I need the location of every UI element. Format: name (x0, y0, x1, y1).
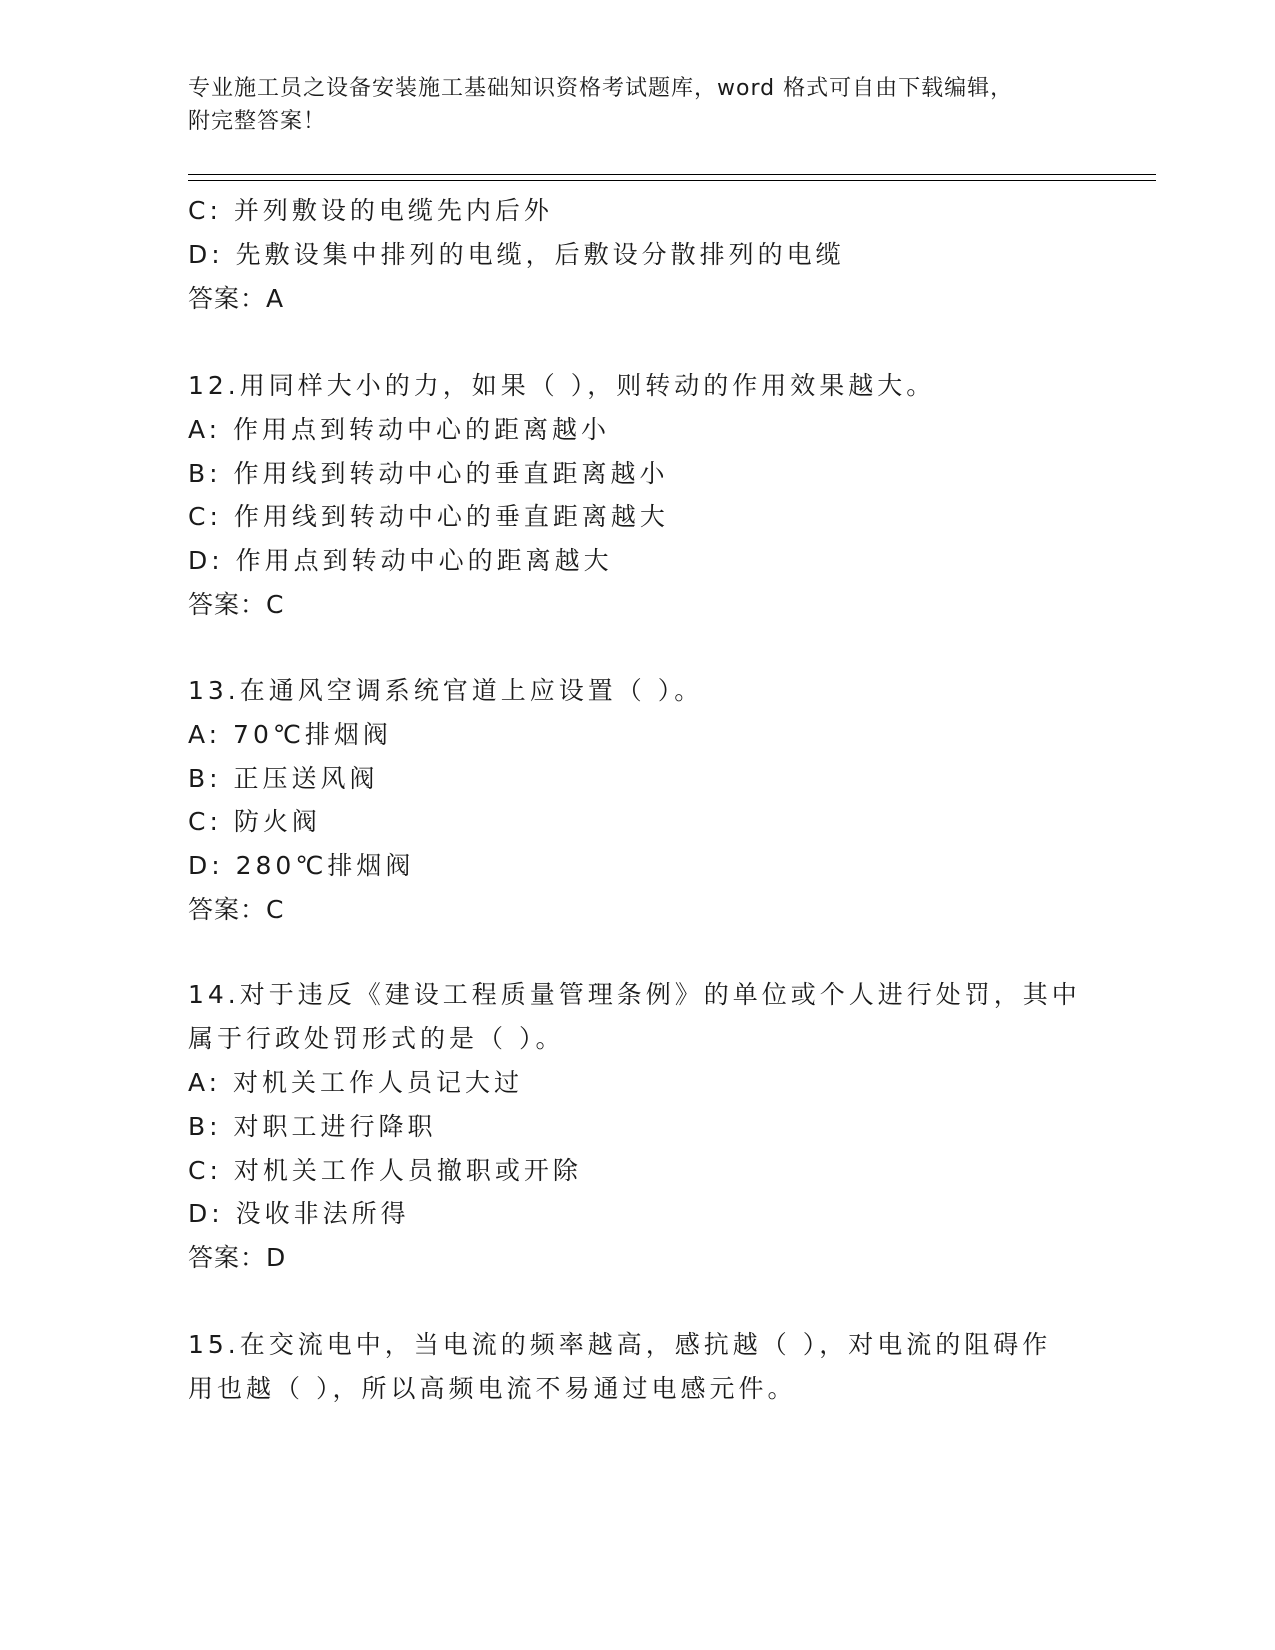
q12-option-a: A: 作用点到转动中心的距离越小 (188, 415, 611, 444)
q14-option-d: D: 没收非法所得 (188, 1199, 410, 1228)
q12-option-d: D: 作用点到转动中心的距离越大 (188, 546, 613, 575)
header-title-line-1: 专业施工员之设备安装施工基础知识资格考试题库，word 格式可自由下载编辑， (188, 76, 1014, 101)
q11-option-c: C: 并列敷设的电缆先内后外 (188, 196, 553, 225)
q14-question-line-1: 14.对于违反《建设工程质量管理条例》的单位或个人进行处罚，其中 (188, 980, 1081, 1009)
header-title-line-2: 附完整答案！ (188, 109, 327, 134)
q13-option-d: D: 280℃排烟阀 (188, 851, 415, 880)
q13-question: 13.在通风空调系统官道上应设置（ ）。 (188, 676, 704, 705)
q13-option-b: B: 正压送风阀 (188, 764, 379, 793)
q14-answer: 答案：D (188, 1243, 287, 1272)
q14-option-c: C: 对机关工作人员撤职或开除 (188, 1156, 582, 1185)
q13-option-c: C: 防火阀 (188, 807, 321, 836)
q11-option-d: D: 先敷设集中排列的电缆，后敷设分散排列的电缆 (188, 240, 845, 269)
q11-answer: 答案：A (188, 284, 285, 313)
header-divider-top (188, 174, 1156, 175)
q14-option-b: B: 对职工进行降职 (188, 1112, 437, 1141)
q15-question-line-2: 用也越（ ），所以高频电流不易通过电感元件。 (188, 1374, 797, 1403)
q13-option-a: A: 70℃排烟阀 (188, 720, 392, 749)
header-divider-bottom (188, 180, 1156, 181)
document-header (188, 72, 1088, 138)
q15-question-line-1: 15.在交流电中，当电流的频率越高，感抗越（ ），对电流的阻碍作 (188, 1330, 1052, 1359)
q12-option-c: C: 作用线到转动中心的垂直距离越大 (188, 502, 669, 531)
q12-question: 12.用同样大小的力，如果（ ），则转动的作用效果越大。 (188, 371, 936, 400)
q13-answer: 答案：C (188, 895, 285, 924)
q12-answer: 答案：C (188, 590, 285, 619)
q12-option-b: B: 作用线到转动中心的垂直距离越小 (188, 459, 669, 488)
q14-question-line-2: 属于行政处罚形式的是（ ）。 (188, 1024, 565, 1053)
q14-option-a: A: 对机关工作人员记大过 (188, 1068, 524, 1097)
